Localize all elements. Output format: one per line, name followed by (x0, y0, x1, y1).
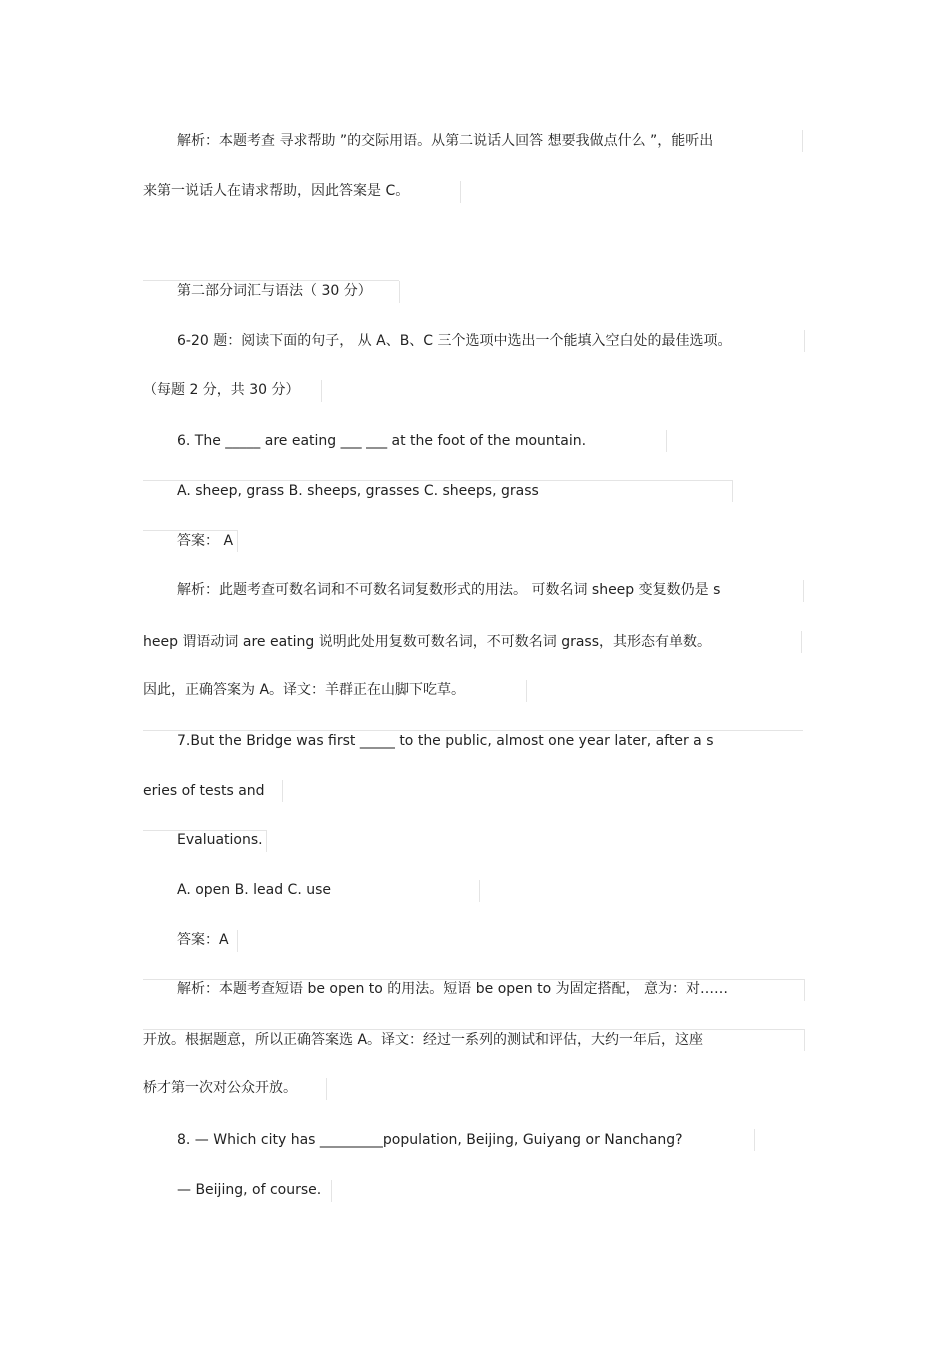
line-13: eries of tests and (143, 783, 265, 799)
scan-rule (754, 1129, 755, 1151)
line-9: 解析：此题考查可数名词和不可数名词复数形式的用法。 可数名词 sheep 变复数仍是 s (177, 582, 721, 598)
line-5: （每题 2 分，共 30 分） (143, 382, 300, 398)
scan-rule (526, 680, 527, 702)
scan-rule (732, 480, 733, 502)
scan-rule (143, 280, 399, 281)
scan-rule (801, 631, 802, 653)
line-19: 桥才第一次对公众开放。 (143, 1080, 297, 1096)
question-7-options: A. open B. lead C. use (177, 882, 331, 898)
scan-rule (237, 930, 238, 952)
scan-rule (460, 181, 461, 203)
scan-rule (321, 380, 322, 402)
scan-rule (331, 1180, 332, 1202)
scan-rule (282, 780, 283, 802)
scan-rule (804, 979, 805, 1001)
scan-rule (143, 979, 805, 980)
scan-rule (804, 330, 805, 352)
question-6-answer: 答案： A (177, 533, 234, 549)
scan-rule (399, 281, 400, 303)
question-8: 8. — Which city has _________population, Beijing, Guiyang or Nanchang? (177, 1132, 683, 1148)
question-6: 6. The _____ are eating ___ ___ at the foot of the mountain. (177, 433, 587, 449)
scan-rule (326, 1078, 327, 1100)
scan-rule (143, 830, 267, 831)
line-1: 解析：本题考查 寻求帮助 ”的交际用语。从第二说话人回答 想要我做点什么 ”，能听出 (177, 133, 714, 149)
scan-rule (237, 530, 238, 552)
question-7: 7.But the Bridge was first _____ to the public, almost one year later, after a s (177, 733, 714, 749)
section-heading: 第二部分词汇与语法（ 30 分） (177, 283, 372, 299)
scan-rule (804, 1029, 805, 1051)
question-7-answer: 答案：A (177, 932, 229, 948)
scan-rule (802, 130, 803, 152)
scan-rule (803, 580, 804, 602)
line-2: 来第一说话人在请求帮助，因此答案是 C。 (143, 183, 410, 199)
line-10: heep 谓语动词 are eating 说明此处用复数可数名词，不可数名词 grass，其形态有单数。 (143, 634, 712, 650)
line-18: 开放。根据题意，所以正确答案选 A。译文：经过一系列的测试和评估，大约一年后，这座 (143, 1032, 704, 1048)
line-11: 因此，正确答案为 A。译文：羊群正在山脚下吃草。 (143, 682, 466, 698)
scan-rule (143, 530, 238, 531)
scan-rule (666, 430, 667, 452)
scan-rule (143, 730, 803, 731)
line-21: — Beijing, of course. (177, 1182, 322, 1198)
line-4: 6-20 题：阅读下面的句子， 从 A、B、C 三个选项中选出一个能填入空白处的最佳选项。 (177, 333, 732, 349)
scan-rule (479, 880, 480, 902)
line-14: Evaluations. (177, 832, 263, 848)
scan-rule (266, 830, 267, 852)
scan-rule (143, 480, 733, 481)
question-6-options: A. sheep, grass B. sheeps, grasses C. sheeps, grass (177, 483, 539, 499)
line-17: 解析：本题考查短语 be open to 的用法。短语 be open to 为固定搭配， 意为：对…… (177, 981, 729, 997)
scan-rule (143, 1029, 805, 1030)
